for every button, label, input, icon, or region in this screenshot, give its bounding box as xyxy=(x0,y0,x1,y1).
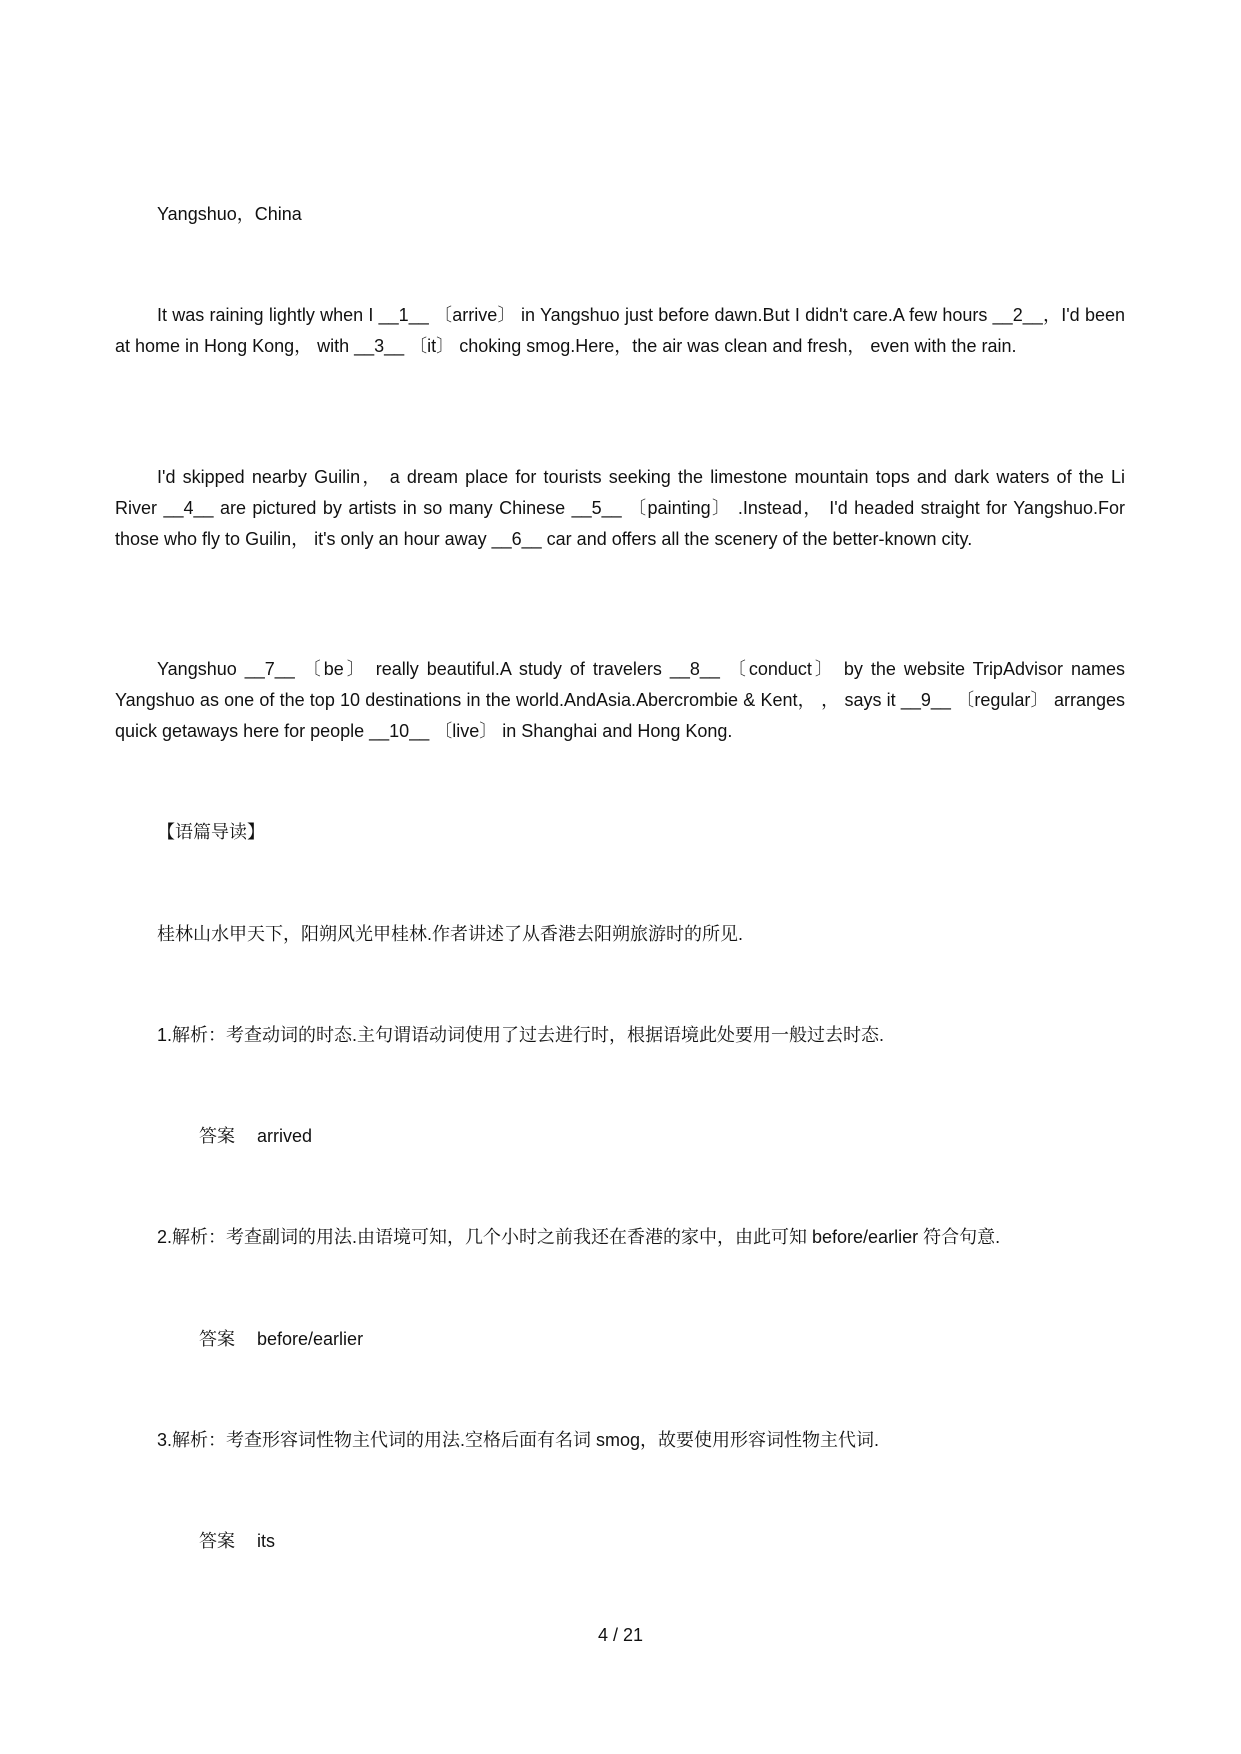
passage-paragraph-1: It was raining lightly when I __1__ 〔arrive〕 in Yangshuo just before dawn.But I didn't care.A few hours __2__，I'd been at home in Hong Kong， with __3__ 〔it〕 choking smog.Here，the air was clean and fresh， even with the rain. xyxy=(115,305,1125,356)
analysis-2-explanation: 2.解析：考查副词的用法.由语境可知，几个小时之前我还在香港的家中，由此可知 before/earlier 符合句意. xyxy=(157,1227,1001,1247)
answer-label: 答案 xyxy=(199,1329,235,1349)
answer-label: 答案 xyxy=(199,1126,235,1146)
guide-heading: 【语篇导读】 xyxy=(157,822,265,842)
answer-value: before/earlier xyxy=(257,1329,364,1349)
analysis-3-explanation: 3.解析：考查形容词性物主代词的用法.空格后面有名词 smog，故要使用形容词性物主代词. xyxy=(157,1430,880,1450)
analysis-2-answer xyxy=(115,1324,1125,1355)
answer-value: arrived xyxy=(257,1126,313,1146)
passage-paragraph-2: I'd skipped nearby Guilin， a dream place for tourists seeking the limestone mountain tops and dark waters of the Li River __4__ are pictured by artists in so many Chinese __5__ 〔painting〕 .Instead， I'd headed straight for Yangshuo.For those who fly to Guilin， it's only an hour away __6__ car and offers all the scenery of the better-known city. xyxy=(115,467,1125,549)
page-number: 4 / 21 xyxy=(597,1625,644,1645)
answer-label: 答案 xyxy=(199,1531,235,1551)
passage-title: Yangshuo，China xyxy=(157,204,302,224)
passage-paragraph-3: Yangshuo __7__ 〔be〕 really beautiful.A study of travelers __8__ 〔conduct〕 by the website TripAdvisor names Yangshuo as one of the top 10 destinations in the world.AndAsia.Abercrombie & Kent， ， says it __9__ 〔regular〕 arranges quick getaways here for people __10__ 〔live〕 in Shanghai and Hong Kong. xyxy=(115,659,1125,741)
analysis-1-answer xyxy=(115,1121,1125,1152)
guide-text: 桂林山水甲天下，阳朔风光甲桂林.作者讲述了从香港去阳朔旅游时的所见. xyxy=(157,924,743,944)
analysis-1-explanation: 1.解析：考查动词的时态.主句谓语动词使用了过去进行时，根据语境此处要用一般过去时态. xyxy=(157,1025,885,1045)
analysis-3-answer xyxy=(115,1526,1125,1557)
answer-value: its xyxy=(257,1531,275,1551)
